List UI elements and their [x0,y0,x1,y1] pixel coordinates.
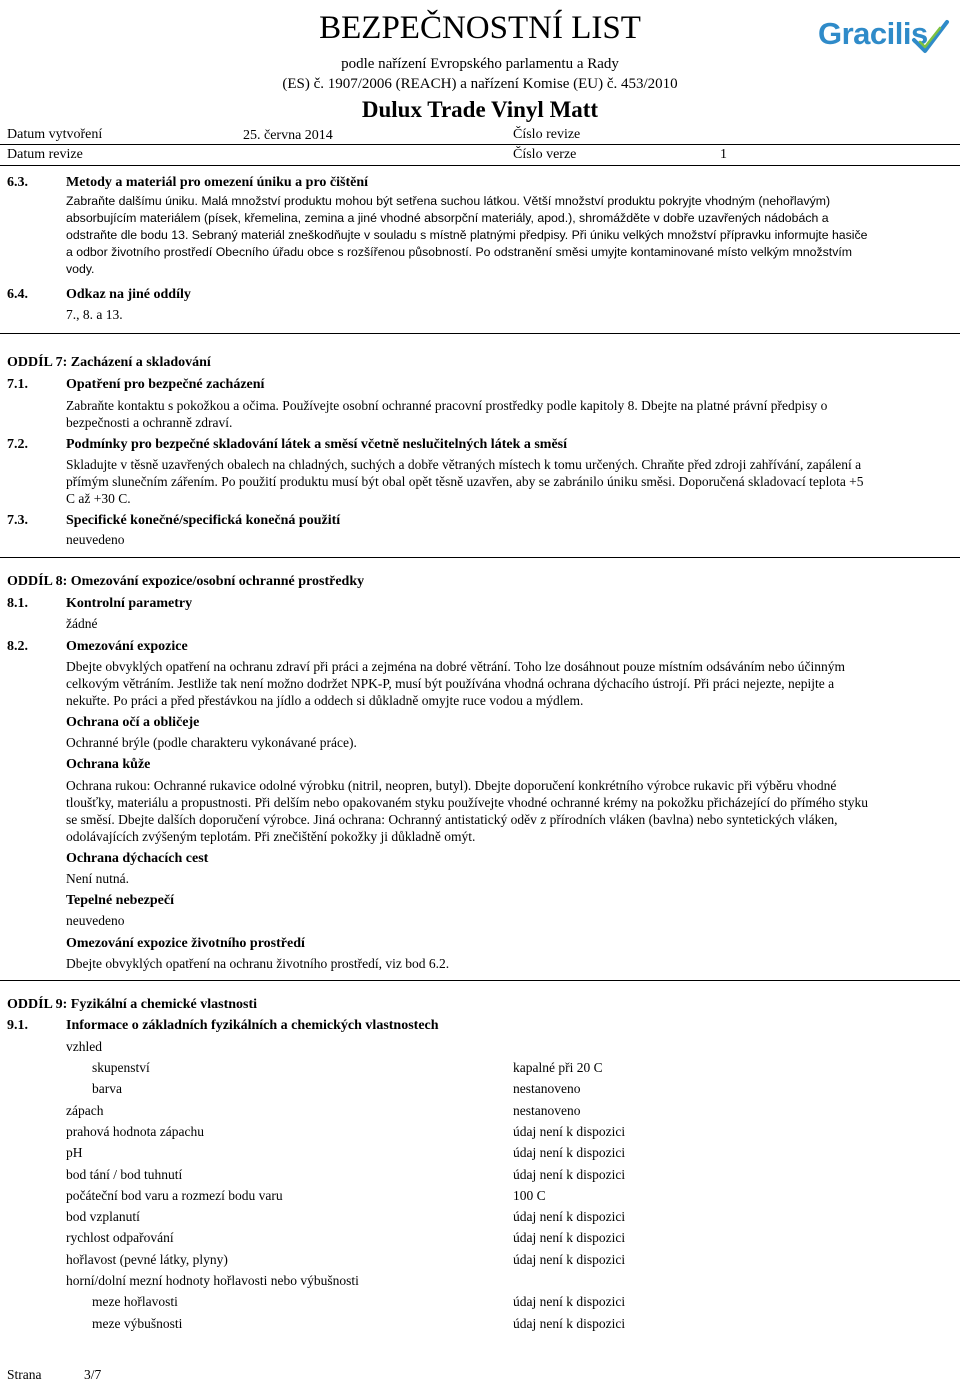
skin-protection-title: Ochrana kůže [66,757,151,772]
property-value: údaj není k dispozici [513,1209,626,1224]
text-8-1: žádné [66,616,98,631]
paragraph-8-2: Dbejte obvyklých opatření na ochranu zdraví při práci a zejména na dobré větrání. Toho lze dosáhnout pouze místním odsáváním nebo účinným celkovým větráním. Jestliže tak není možno dodržet NPK-P, musí být používána vhodná ochrana dýchacího ústrojí. Při práci nejezte, nepijte a nekuřte. Po práci a před přestávkou na jídlo a oddech si důkladně omyjte ruce vodou a mýdlem. [66,659,845,708]
eye-protection-title: Ochrana očí a obličeje [66,715,200,730]
property-label: rychlost odpařování [66,1230,174,1245]
section-8-title: ODDÍL 8: Omezování expozice/osobní ochranné prostředky [7,574,365,589]
subsection-title: Informace o základních fyzikálních a chemických vlastnostech [66,1018,439,1033]
section-number: 8.1. [7,596,28,611]
property-label: bod vzplanutí [66,1209,140,1224]
version-value: 1 [720,147,727,162]
thermal-hazard-text: neuvedeno [66,913,125,928]
paragraph-6-3: Zabraňte dalšímu úniku. Malá množství produktu mohou být setřena suchou látkou. Větší množství produktu pokryjte vhodným (nehořlavým) absorbujícím materiálem (písek, křemelina, zemina a jiné vhodné absorpční materiály, apod.), shromážděte v dobře uzavřených nádobách a odstraňte dle bodu 13. Sebraný materiál zneškodňujte v souladu s místně platnými předpisy. Při úniku velkých množství přípravku informujte hasiče a odbor životního prostředí Obecního úřadu obce s rozšířenou působností. Po odstranění směsi umyjte kontaminované místo velkým množstvím vody. [66,194,868,276]
version-label: Číslo verze [513,147,577,162]
property-label: hořlavost (pevné látky, plyny) [66,1252,228,1267]
property-label: horní/dolní mezní hodnoty hořlavosti nebo výbušnosti [66,1273,359,1288]
subsection-title: Kontrolní parametry [66,596,193,611]
section-9-title: ODDÍL 9: Fyzikální a chemické vlastnosti [7,997,258,1012]
section-number: 7.1. [7,377,28,392]
property-label: barva [92,1081,122,1096]
paragraph-7-2: Skladujte v těsně uzavřených obalech na chladných, suchých a dobře větraných místech k tomu určených. Chraňte před zdroji zahřívání, zapálení a přímým slunečním zářením. Po použití produktu musí být obal opět těsně uzavřen, aby se zabránilo úniku směsi. Doporučená skladovací teplota +5 C až +30 C. [66,457,864,506]
text-6-4: 7., 8. a 13. [66,307,123,322]
paragraph-7-1: Zabraňte kontaktu s pokožkou a očima. Používejte osobní ochranné pracovní prostředky podle kapitoly 8. Dbejte na platné právní předpisy o bezpečnosti a ochranně zdraví. [66,398,828,430]
logo-wordmark: Gracilis [818,16,928,51]
section-number: 6.4. [7,287,28,302]
appearance-label: vzhled [66,1039,102,1054]
created-value: 25. června 2014 [243,128,333,143]
property-label: bod tání / bod tuhnutí [66,1167,183,1182]
section-number: 8.2. [7,639,28,654]
subsection-title: Specifické konečné/specifická konečná použití [66,513,341,528]
property-label: skupenství [92,1060,150,1075]
created-label: Datum vytvoření [7,127,103,142]
section-number: 7.2. [7,437,28,452]
property-label: prahová hodnota zápachu [66,1124,204,1139]
checkmark-icon [910,18,950,58]
property-value: kapalné při 20 C [513,1060,603,1075]
property-label: meze hořlavosti [92,1294,178,1309]
footer-page-label: Strana [7,1367,42,1382]
revision-number-label: Číslo revize [513,127,581,142]
property-value: nestanoveno [513,1103,581,1118]
thermal-hazard-title: Tepelné nebezpečí [66,893,174,908]
section-number: 7.3. [7,513,28,528]
regulation-line-1: podle nařízení Evropského parlamentu a Rady [341,56,619,72]
subsection-title: Metody a materiál pro omezení úniku a pro čištění [66,175,369,190]
revision-date-label: Datum revize [7,147,83,162]
eye-protection-text: Ochranné brýle (podle charakteru vykonávané práce). [66,735,357,750]
subsection-title: Opatření pro bezpečné zacházení [66,377,265,392]
property-value: údaj není k dispozici [513,1124,626,1139]
text-7-3: neuvedeno [66,532,125,547]
property-value: údaj není k dispozici [513,1294,626,1309]
section-rule [0,980,960,981]
property-label: meze výbušnosti [92,1316,183,1331]
property-value: údaj není k dispozici [513,1230,626,1245]
gracilis-logo [818,14,948,74]
header-bottom-rule [0,165,960,166]
property-value: 100 C [513,1188,546,1203]
respiratory-protection-text: Není nutná. [66,871,129,886]
respiratory-protection-title: Ochrana dýchacích cest [66,851,209,866]
section-number: 6.3. [7,175,28,190]
footer-page-number: 3/7 [84,1367,102,1382]
page-title: BEZPEČNOSTNÍ LIST [319,10,641,46]
property-label: pH [66,1145,83,1160]
property-value: údaj není k dispozici [513,1252,626,1267]
environment-exposure-text: Dbejte obvyklých opatření na ochranu životního prostředí, viz bod 6.2. [66,956,450,971]
subsection-title: Omezování expozice [66,639,188,654]
section-rule [0,557,960,558]
section-rule [0,333,960,334]
subsection-title: Odkaz na jiné oddíly [66,287,191,302]
property-value: údaj není k dispozici [513,1316,626,1331]
section-7-title: ODDÍL 7: Zacházení a skladování [7,355,211,370]
property-value: údaj není k dispozici [513,1145,626,1160]
property-value: údaj není k dispozici [513,1167,626,1182]
subsection-title: Podmínky pro bezpečné skladování látek a směsí včetně neslučitelných látek a směsí [66,437,568,452]
regulation-line-2: (ES) č. 1907/2006 (REACH) a nařízení Komise (EU) č. 453/2010 [282,76,678,92]
product-name: Dulux Trade Vinyl Matt [361,97,599,122]
environment-exposure-title: Omezování expozice životního prostředí [66,936,305,951]
section-number: 9.1. [7,1018,28,1033]
property-label: zápach [66,1103,104,1118]
property-value: nestanoveno [513,1081,581,1096]
skin-protection-text: Ochrana rukou: Ochranné rukavice odolné výrobku (nitril, neopren, butyl). Dbejte doporučení konkrétního výrobce rukavic při výběru vhodné tloušťky, materiálu a propustnosti. Při delším nebo opakovaném styku používejte vhodné ochranné krémy na pokožku přicházející do přímého styku se směsí. Dbejte dalších doporučení výrobce. Jiná ochrana: Ochranný antistatický oděv z přírodních vláken (bavlna) nebo syntetických vláken, odolávajících zvýšeným teplotám. Při znečištění pokožky ji důkladně omýt. [66,778,868,844]
property-label: počáteční bod varu a rozmezí bodu varu [66,1188,283,1203]
header-divider [0,144,960,145]
